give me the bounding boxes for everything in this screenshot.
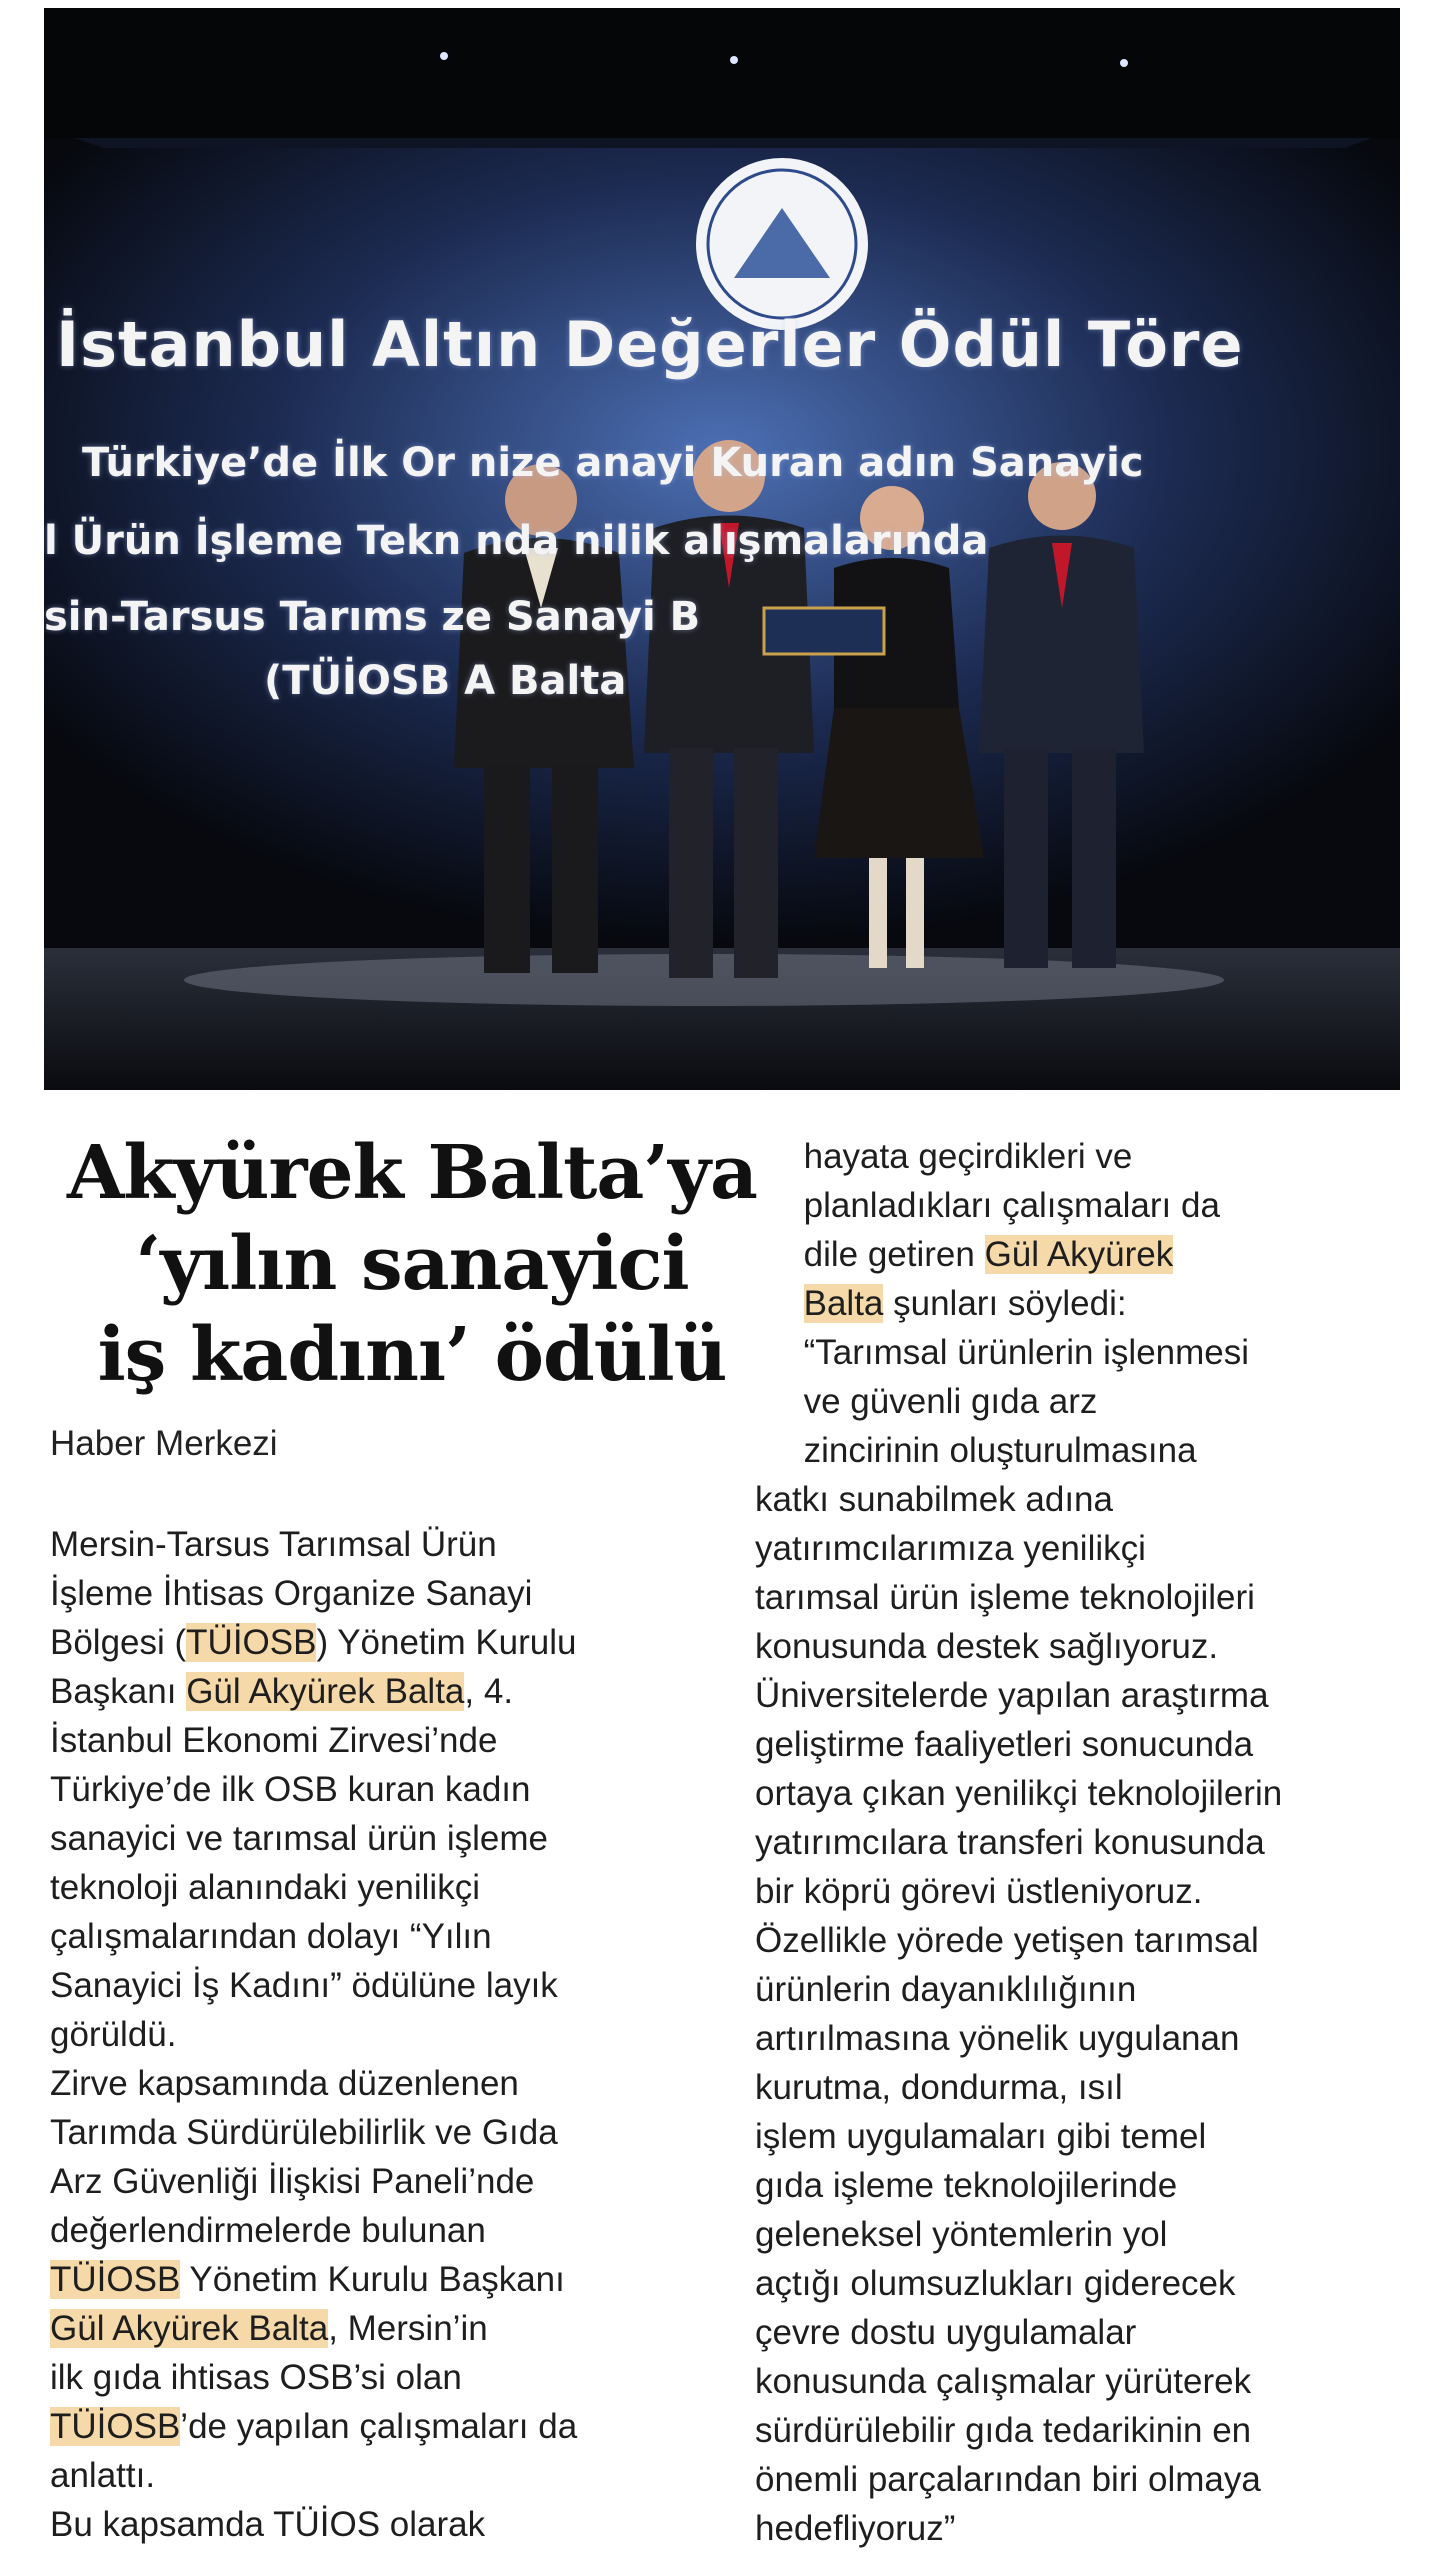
headline-line: ‘yılın sanayici	[135, 1221, 689, 1307]
stage-banner-line: sin-Tarsus Tarıms ze Sanayi B	[44, 594, 701, 640]
stage-banner-line: Türkiye’de İlk Or nize anayi Kuran adın Sanayic	[82, 440, 1144, 486]
article-line	[755, 1671, 1415, 1720]
article-line	[755, 1426, 1415, 1475]
text-segment: ilk gıda ihtisas OSB’si olan	[50, 2358, 462, 2397]
article-line	[50, 2304, 740, 2353]
text-segment: ) Yönetim Kurulu	[316, 1623, 577, 1662]
text-segment: tarımsal ürün işleme teknolojileri	[755, 1578, 1255, 1617]
article-line	[755, 1475, 1415, 1524]
article-line	[755, 2063, 1415, 2112]
article-line	[755, 1867, 1415, 1916]
highlighted-name: Balta	[803, 1284, 884, 1323]
text-segment: konusunda destek sağlıyoruz.	[755, 1627, 1219, 1666]
text-segment: önemli parçalarından biri olmaya	[755, 2460, 1261, 2499]
text-segment: sanayici ve tarımsal ürün işleme	[50, 1819, 548, 1858]
highlighted-name: Gül Akyürek	[984, 1235, 1174, 1274]
article-line	[755, 2357, 1415, 2406]
text-segment: Mersin-Tarsus Tarımsal Ürün	[50, 1525, 497, 1564]
article-line	[755, 1916, 1415, 1965]
article-column-right	[755, 1132, 1415, 2553]
text-segment: Üniversitelerde yapılan araştırma	[755, 1676, 1269, 1715]
article-line	[755, 2112, 1415, 2161]
text-segment: İstanbul Ekonomi Zirvesi’nde	[50, 1721, 498, 1760]
text-segment: dile getiren	[755, 1235, 985, 1274]
text-segment: İşleme İhtisas Organize Sanayi	[50, 1574, 533, 1613]
article-line	[755, 1181, 1415, 1230]
stage-banner-title: İstanbul Altın Değerler Ödül Töre	[56, 308, 1244, 381]
article-line	[50, 2451, 740, 2500]
article-line	[755, 1132, 1415, 1181]
article-headline	[52, 1128, 772, 1401]
article-line	[755, 1720, 1415, 1769]
article-line	[755, 1328, 1415, 1377]
article-line	[50, 2500, 740, 2549]
text-segment	[755, 1284, 804, 1323]
text-segment: , 4.	[464, 1672, 514, 1711]
text-segment: gıda işleme teknolojilerinde	[755, 2166, 1178, 2205]
article-line	[755, 1769, 1415, 1818]
article-line	[755, 1622, 1415, 1671]
article-line	[50, 2010, 740, 2059]
text-segment: değerlendirmelerde bulunan	[50, 2211, 486, 2250]
article-line	[50, 2059, 740, 2108]
article-line	[755, 1524, 1415, 1573]
article-line	[50, 1667, 740, 1716]
text-segment: “Tarımsal ürünlerin işlenmesi	[755, 1333, 1250, 1372]
article-line	[50, 2402, 740, 2451]
headline-line: Akyürek Balta’ya	[66, 1130, 758, 1216]
text-segment: çalışmalarından dolayı “Yılın	[50, 1917, 492, 1956]
text-segment: Zirve kapsamında düzenlenen	[50, 2064, 519, 2103]
award-ceremony-photo	[44, 8, 1400, 1090]
article-line	[50, 1765, 740, 1814]
article-line	[755, 1965, 1415, 2014]
text-segment: konusunda çalışmalar yürüterek	[755, 2362, 1252, 2401]
highlighted-name: TÜİOSB	[186, 1623, 317, 1662]
text-segment: planladıkları çalışmaları da	[755, 1186, 1220, 1225]
article-line	[50, 1961, 740, 2010]
text-segment: yatırımcılara transferi konusunda	[755, 1823, 1265, 1862]
article-line	[50, 1814, 740, 1863]
article-line	[50, 1618, 740, 1667]
article-line	[755, 2504, 1415, 2553]
text-segment: işlem uygulamaları gibi temel	[755, 2117, 1207, 2156]
text-segment: geleneksel yöntemlerin yol	[755, 2215, 1168, 2254]
text-segment: Özellikle yörede yetişen tarımsal	[755, 1921, 1259, 1960]
text-segment: , Mersin’in	[328, 2309, 488, 2348]
text-segment: açtığı olumsuzlukları giderecek	[755, 2264, 1236, 2303]
text-segment: Tarımda Sürdürülebilirlik ve Gıda	[50, 2113, 558, 2152]
article-line	[755, 2210, 1415, 2259]
text-segment: Bu kapsamda TÜİOS olarak	[50, 2505, 486, 2544]
article-line	[50, 1912, 740, 1961]
article-line	[755, 2259, 1415, 2308]
byline: Haber Merkezi	[50, 1424, 278, 1463]
text-segment: anlattı.	[50, 2456, 156, 2495]
article-line	[755, 2455, 1415, 2504]
stage-banner-line: l Ürün İşleme Tekn nda nilik alışmalarında	[44, 518, 989, 564]
article-line	[50, 2157, 740, 2206]
article-line	[755, 1377, 1415, 1426]
article-line	[755, 1279, 1415, 1328]
article-line	[755, 2014, 1415, 2063]
text-segment: bir köprü görevi üstleniyoruz.	[755, 1872, 1203, 1911]
text-segment: sürdürülebilir gıda tedarikinin en	[755, 2411, 1252, 2450]
text-segment: Sanayici İş Kadını” ödülüne layık	[50, 1966, 558, 2005]
article-line	[50, 2353, 740, 2402]
article-line	[50, 2206, 740, 2255]
stage-banner-line: (TÜİOSB A Balta	[264, 658, 627, 704]
article-line	[50, 2108, 740, 2157]
highlighted-name: Gül Akyürek Balta	[50, 2309, 329, 2348]
text-segment: ortaya çıkan yenilikçi teknolojilerin	[755, 1774, 1283, 1813]
article-line	[755, 1230, 1415, 1279]
text-segment: kurutma, dondurma, ısıl	[755, 2068, 1123, 2107]
article-line	[50, 1569, 740, 1618]
text-segment: Yönetim Kurulu Başkanı	[180, 2260, 565, 2299]
text-segment: geliştirme faaliyetleri sonucunda	[755, 1725, 1254, 1764]
text-segment: hayata geçirdikleri ve	[755, 1137, 1133, 1176]
highlighted-name: TÜİOSB	[50, 2260, 181, 2299]
headline-line: iş kadını’ ödülü	[97, 1312, 727, 1398]
article-line	[755, 2161, 1415, 2210]
highlighted-name: Gül Akyürek Balta	[186, 1672, 465, 1711]
article-column-left	[50, 1520, 740, 2549]
text-segment: Arz Güvenliği İlişkisi Paneli’nde	[50, 2162, 535, 2201]
article-line	[50, 1863, 740, 1912]
text-segment: artırılmasına yönelik uygulanan	[755, 2019, 1240, 2058]
text-segment: yatırımcılarımıza yenilikçi	[755, 1529, 1146, 1568]
text-segment: teknoloji alanındaki yenilikçi	[50, 1868, 480, 1907]
text-segment: zincirinin oluşturulmasına	[755, 1431, 1197, 1470]
text-segment: Başkanı	[50, 1672, 187, 1711]
text-segment: ürünlerin dayanıklılığının	[755, 1970, 1137, 2009]
text-segment: çevre dostu uygulamalar	[755, 2313, 1137, 2352]
article-line	[755, 2406, 1415, 2455]
article-line	[755, 1573, 1415, 1622]
text-segment: ’de yapılan çalışmaları da	[180, 2407, 578, 2446]
text-segment: görüldü.	[50, 2015, 177, 2054]
article-line	[755, 1818, 1415, 1867]
text-segment: hedefliyoruz”	[755, 2509, 956, 2548]
text-segment: Türkiye’de ilk OSB kuran kadın	[50, 1770, 531, 1809]
article-line	[755, 2308, 1415, 2357]
article-line	[50, 1520, 740, 1569]
article-line	[50, 1716, 740, 1765]
article-line	[50, 2255, 740, 2304]
text-segment: katkı sunabilmek adına	[755, 1480, 1113, 1519]
highlighted-name: TÜİOSB	[50, 2407, 181, 2446]
text-segment: Bölgesi (	[50, 1623, 187, 1662]
text-segment: şunları söyledi:	[883, 1284, 1127, 1323]
text-segment: ve güvenli gıda arz	[755, 1382, 1098, 1421]
